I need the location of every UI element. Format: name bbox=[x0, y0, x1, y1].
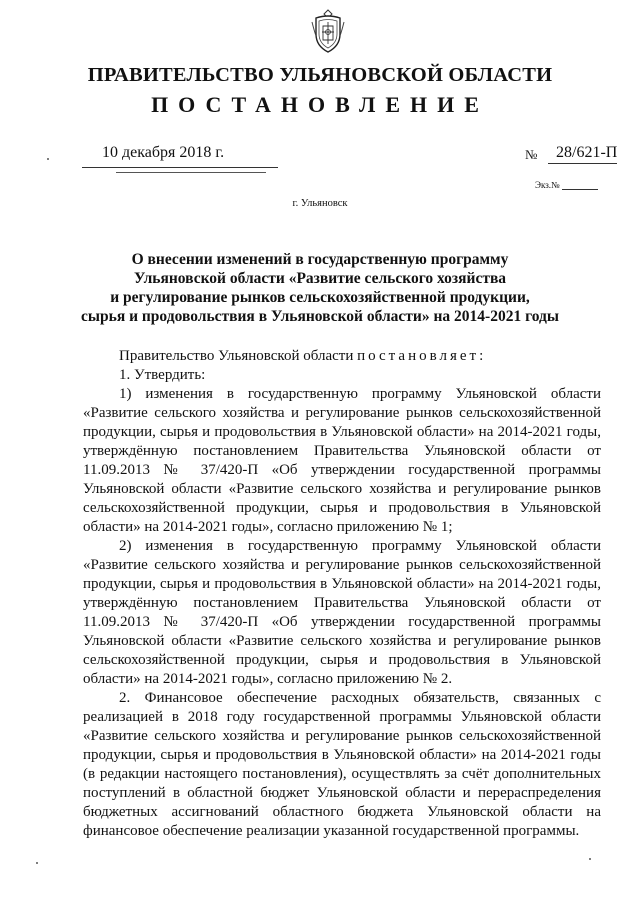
government-title: ПРАВИТЕЛЬСТВО УЛЬЯНОВСКОЙ ОБЛАСТИ bbox=[87, 64, 553, 86]
body-paragraph: 1) изменения в государственную программу Ульяновской области «Развитие сельского хозяйства и регулирование рынков сельскохозяйственной продукции, сырья и продовольствия в Ульяновской области» на 2014-2021 годы, утверждённую постановлением Правительства Ульяновской области от 11.09.2013 № 37/420-П «Об утверждении государственной программы Ульяновской области «Развитие сельского хозяйства и регулирование рынков сельскохозяйственной продукции, сырья и продовольствия в Ульяновской области» на 2014-2021 годы», согласно приложению № 1; bbox=[83, 386, 601, 535]
decree-date: 10 декабря 2018 г. bbox=[102, 144, 225, 161]
date-underline bbox=[82, 167, 278, 168]
city-label: г. Ульяновск bbox=[292, 198, 348, 209]
scan-speck bbox=[47, 158, 49, 160]
date-underline-secondary bbox=[116, 172, 266, 173]
body-paragraph: 2. Финансовое обеспечение расходных обязательств, связанных с реализацией в 2018 году государственной программы Ульяновской области «Развитие сельского хозяйства и регулирование рынков сельскохозяйственной продукции, сырья и продовольствия в Ульяновской области» на 2014-2021 годы (в редакции настоящего постановления), осуществлять за счёт дополнительных поступлений в областной бюджет Ульяновской области и перераспределения бюджетных ассигнований областного бюджета Ульяновской области на финансовое обеспечение реализации указанной государственной программы. bbox=[83, 690, 601, 839]
intro-paragraph bbox=[83, 347, 601, 366]
subject-line: сырья и продовольствия в Ульяновской области» на 2014-2021 годы bbox=[81, 308, 559, 325]
scan-speck bbox=[589, 858, 591, 860]
intro-verb: постановляет: bbox=[357, 348, 487, 364]
intro-prefix: Правительство Ульяновской области bbox=[119, 348, 354, 364]
copy-number-label: Экз.№ bbox=[535, 180, 560, 190]
coat-of-arms-icon bbox=[310, 8, 346, 54]
subject-line: Ульяновской области «Развитие сельского хозяйства bbox=[133, 270, 507, 287]
number-sign: № bbox=[525, 147, 538, 162]
decree-body bbox=[83, 347, 601, 841]
body-paragraph: 2) изменения в государственную программу Ульяновской области «Развитие сельского хозяйства и регулирование рынков сельскохозяйственной продукции, сырья и продовольствия в Ульяновской области» на 2014-2021 годы, утверждённую постановлением Правительства Ульяновской области от 11.09.2013 № 37/420-П «Об утверждении государственной программы Ульяновской области «Развитие сельского хозяйства и регулирование рынков сельскохозяйственной продукции, сырья и продовольствия в Ульяновской области» на 2014-2021 годы», согласно приложению № 2. bbox=[83, 538, 601, 687]
body-paragraph: 1. Утвердить: bbox=[119, 367, 206, 383]
subject-line: и регулирование рынков сельскохозяйственной продукции, bbox=[110, 289, 530, 306]
decree-subject bbox=[0, 250, 640, 326]
copy-number-line bbox=[562, 189, 598, 190]
decree-number: 28/621-П bbox=[548, 144, 617, 164]
subject-line: О внесении изменений в государственную программу bbox=[131, 251, 509, 268]
document-type-title: ПОСТАНОВЛЕНИЕ bbox=[151, 92, 489, 117]
scan-speck bbox=[36, 862, 38, 864]
